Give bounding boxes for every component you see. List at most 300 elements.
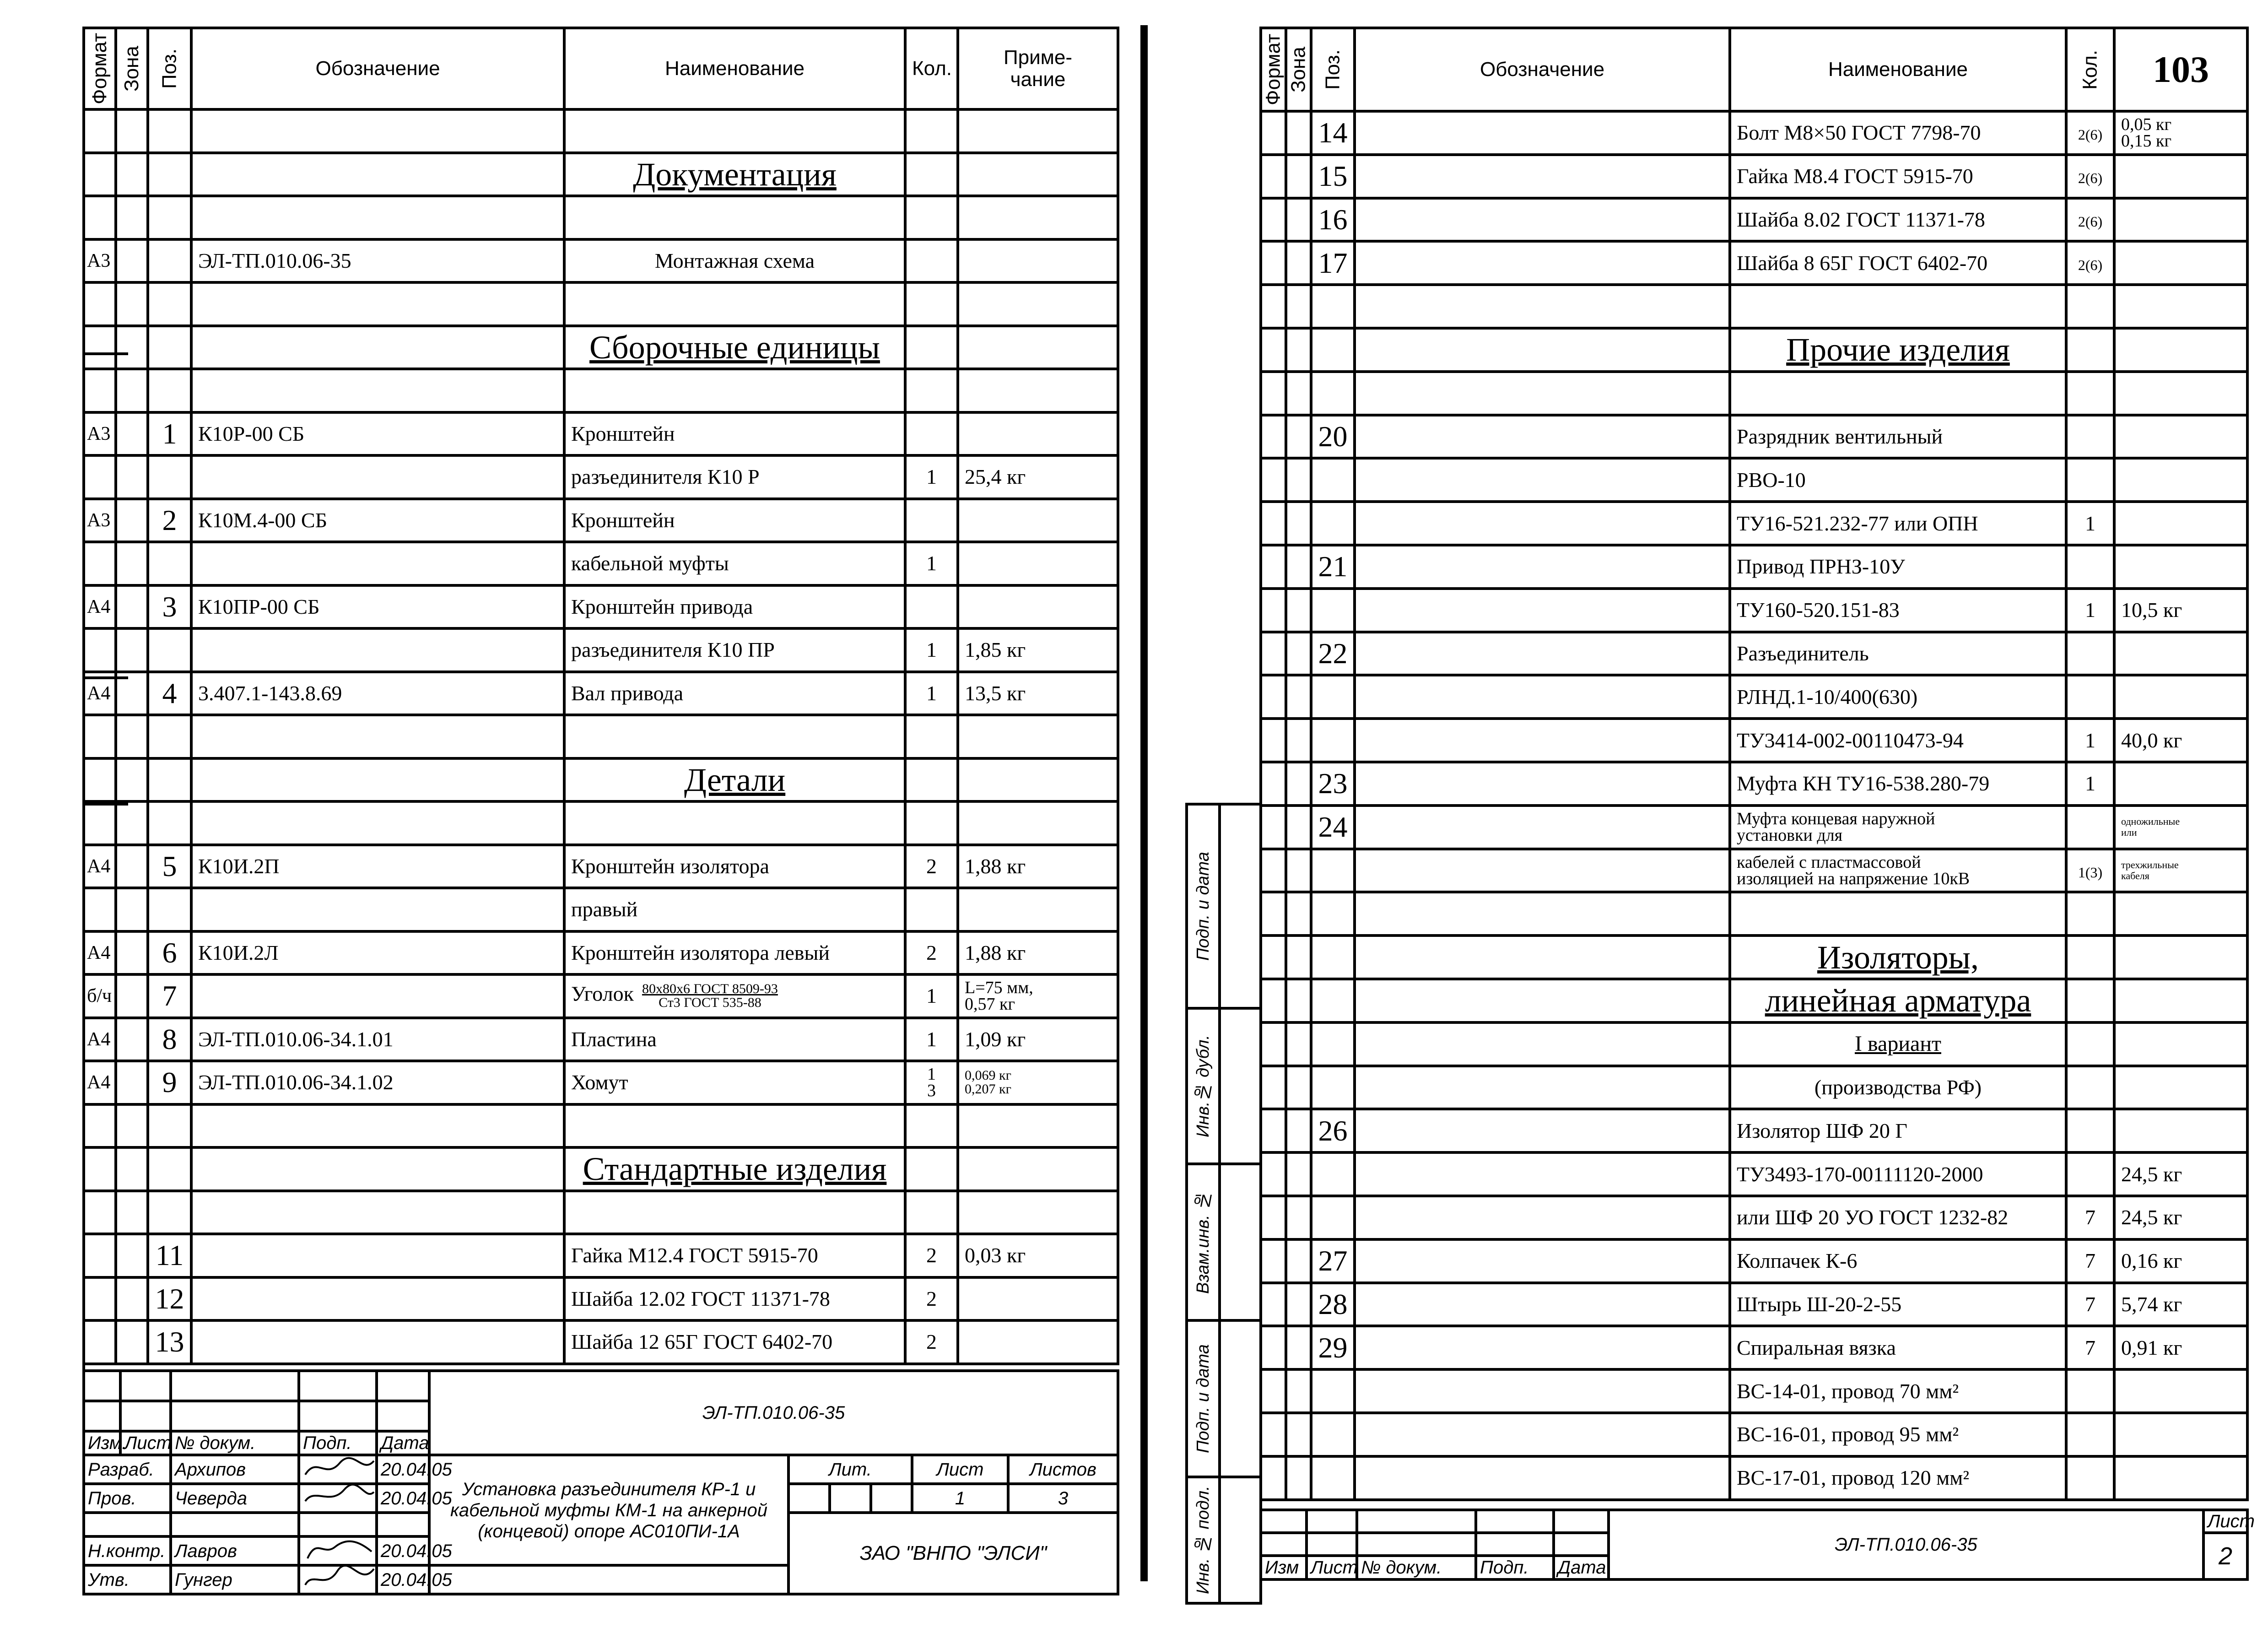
cell-qty [2066, 241, 2114, 285]
cell-format [84, 1234, 116, 1277]
h-doc: № докум. [1357, 1556, 1476, 1579]
name-approver: Гунгер [171, 1565, 299, 1594]
cell-qty [2066, 111, 2114, 155]
date-checker: 20.04.05 [377, 1484, 429, 1513]
cell-qty [2066, 545, 2114, 589]
note-text: 24,5 кг [2121, 1162, 2182, 1186]
role-checker: Пров. [84, 1484, 171, 1513]
cell-qty [905, 974, 958, 1018]
cell-qty [905, 499, 958, 542]
note-2: или [2121, 827, 2137, 838]
table-row [84, 499, 1118, 542]
table-row [84, 1191, 1118, 1234]
date-approver: 20.04.05 [377, 1565, 429, 1594]
table-row [1261, 1456, 2247, 1500]
cell-note [2114, 849, 2247, 892]
table-row [1261, 762, 2247, 806]
cell-name [564, 1104, 905, 1148]
cell-format: А4 [84, 1018, 116, 1061]
name-text: разъединителя К10 Р [571, 465, 760, 489]
table-row [1261, 632, 2247, 676]
cell-note [2114, 1196, 2247, 1239]
name-text: Кронштейн изолятора левый [571, 941, 830, 964]
cell-name [564, 196, 905, 239]
cell-qty [905, 412, 958, 456]
table-row [84, 239, 1118, 283]
cell-pos [148, 282, 191, 326]
cell-pos [148, 369, 191, 412]
col-name: Наименование [1730, 28, 2066, 111]
table-row [1261, 1413, 2247, 1456]
cell-designation [1355, 285, 1730, 328]
cell-qty [2066, 1456, 2114, 1500]
cell-name [1730, 1369, 2066, 1413]
cell-qty [2066, 372, 2114, 415]
table-row [1261, 415, 2247, 459]
cell-designation [1355, 1369, 1730, 1413]
cell-qty [905, 109, 958, 153]
cell-name [1730, 285, 2066, 328]
cell-qty [905, 1018, 958, 1061]
cell-designation [1355, 545, 1730, 589]
cell-note [2114, 1152, 2247, 1196]
name-text: РВО-10 [1737, 468, 1806, 492]
col-name: Наименование [564, 28, 905, 109]
cell-note [2114, 155, 2247, 198]
note-1: трехжильные [2121, 859, 2179, 871]
name-text: разъединителя К10 ПР [571, 638, 775, 662]
table-row [1261, 1369, 2247, 1413]
sheets-total: 3 [1008, 1484, 1118, 1513]
cell-qty [2066, 1239, 2114, 1283]
table-row [84, 412, 1118, 456]
note-2: 0,57 кг [965, 995, 1015, 1014]
sheet-divider [1140, 25, 1148, 1581]
cell-note [2114, 719, 2247, 762]
cell-qty [905, 542, 958, 585]
cell-pos: 1 [148, 412, 191, 456]
cell-note [2114, 1109, 2247, 1152]
cell-qty [905, 628, 958, 672]
name-text: Шайба 8 65Г ГОСТ 6402-70 [1737, 251, 1988, 275]
cell-note [958, 196, 1118, 239]
cell-note [958, 845, 1118, 888]
spec-table-2 [1259, 27, 2249, 1501]
cell-qty [2066, 1109, 2114, 1152]
document-code: ЭЛ-ТП.010.06-35 [1609, 1510, 2203, 1579]
cell-pos [1311, 719, 1355, 762]
cell-note [958, 931, 1118, 975]
cell-format [84, 628, 116, 672]
name-text: Кронштейн [571, 422, 675, 445]
cell-designation [1355, 1456, 1730, 1500]
cell-note [958, 1061, 1118, 1104]
cell-qty [2066, 1152, 2114, 1196]
name-text: Гайка М8.4 ГОСТ 5915-70 [1737, 164, 1973, 188]
table-row [84, 1320, 1118, 1364]
role-approver: Утв. [84, 1565, 171, 1594]
cell-designation [191, 1234, 564, 1277]
table-row [1261, 285, 2247, 328]
cell-pos: 27 [1311, 1239, 1355, 1283]
note-2: кабеля [2121, 870, 2149, 881]
table-row [1261, 241, 2247, 285]
cell-note [2114, 111, 2247, 155]
col-pos: Поз. [1311, 28, 1355, 111]
table-row [1261, 1239, 2247, 1283]
field-inv-orig: Инв. № подл. [1187, 1477, 1220, 1603]
qty-text: 1(3) [2078, 864, 2103, 881]
cell-name [564, 974, 905, 1018]
cell-pos [148, 1191, 191, 1234]
cell-pos [148, 542, 191, 585]
name-text: Шайба 12.02 ГОСТ 11371-78 [571, 1287, 830, 1310]
cell-pos: 22 [1311, 632, 1355, 676]
name-text: ВС-16-01, провод 95 мм² [1737, 1422, 1959, 1446]
cell-designation [191, 109, 564, 153]
date-norm-control: 20.04.05 [377, 1536, 429, 1565]
cell-name [564, 715, 905, 758]
h-izm: Изм. [84, 1431, 120, 1455]
cell-designation [1355, 198, 1730, 242]
note-text: 0,16 кг [2121, 1249, 2182, 1273]
cell-qty [2066, 762, 2114, 806]
role-norm-control: Н.контр. [84, 1536, 171, 1565]
table-row [84, 153, 1118, 196]
cell-note [2114, 1413, 2247, 1456]
cell-qty [905, 369, 958, 412]
cell-note [2114, 198, 2247, 242]
cell-designation [1355, 589, 1730, 632]
cell-designation [1355, 892, 1730, 935]
cell-qty [2066, 1196, 2114, 1239]
cell-name [564, 585, 905, 629]
name-text: ТУ160-520.151-83 [1737, 598, 1900, 622]
cell-name [1730, 849, 2066, 892]
qty-text: 1 [2085, 772, 2095, 795]
name-extra-1: 80х80х6 ГОСТ 8509-93 [642, 981, 778, 997]
cell-format: А4 [84, 1061, 116, 1104]
cell-designation [1355, 372, 1730, 415]
cell-pos [148, 455, 191, 499]
binding-tick [82, 803, 128, 806]
table-row [84, 974, 1118, 1018]
cell-pos: 24 [1311, 806, 1355, 849]
cell-pos [1311, 372, 1355, 415]
cell-designation [1355, 415, 1730, 459]
cell-note [958, 585, 1118, 629]
col-designation: Обозначение [1355, 28, 1730, 111]
qty-text: 1 [926, 638, 937, 662]
table-row [1261, 935, 2247, 979]
cell-designation [1355, 849, 1730, 892]
cell-format [84, 369, 116, 412]
cell-qty [2066, 589, 2114, 632]
table-row [84, 109, 1118, 153]
qty-text: 2 [926, 1244, 937, 1267]
cell-format [84, 109, 116, 153]
cell-format [84, 1277, 116, 1321]
name-line-2: установки для [1737, 826, 1843, 845]
cell-name [1730, 1413, 2066, 1456]
cell-note [2114, 415, 2247, 459]
table-row [1261, 458, 2247, 502]
list-number: 2 [2203, 1533, 2247, 1579]
qty-text: 1 [926, 984, 937, 1008]
cell-qty [2066, 458, 2114, 502]
cell-pos: 26 [1311, 1109, 1355, 1152]
cell-designation [1355, 762, 1730, 806]
table-row [84, 1147, 1118, 1191]
table-row [84, 1018, 1118, 1061]
table-row [1261, 198, 2247, 242]
section-title: линейная арматура [1730, 979, 2066, 1022]
cell-pos: 29 [1311, 1326, 1355, 1369]
qty-text: 2 [926, 1330, 937, 1354]
cell-name [564, 1191, 905, 1234]
name-text: Привод ПРНЗ-10У [1737, 555, 1905, 579]
cell-designation: К10М.4-00 СБ [191, 499, 564, 542]
cell-designation [1355, 632, 1730, 676]
cell-name [1730, 458, 2066, 502]
section-title: Детали [564, 758, 905, 802]
field-sign-date-2: Подп. и дата [1187, 1320, 1220, 1477]
cell-note [958, 715, 1118, 758]
cell-name [564, 672, 905, 715]
qty-text: 2 [926, 1287, 937, 1310]
cell-pos [1311, 589, 1355, 632]
cell-qty [2066, 1413, 2114, 1456]
cell-format [84, 282, 116, 326]
qty-text: 7 [2085, 1336, 2095, 1359]
name-extra-2: Ст3 ГОСТ 535-88 [659, 995, 761, 1011]
cell-name [564, 282, 905, 326]
cell-designation [191, 282, 564, 326]
qty-1: 1 [927, 1065, 936, 1084]
binding-tick [82, 676, 128, 679]
table-row [84, 845, 1118, 888]
table-row [1261, 502, 2247, 545]
cell-designation [191, 369, 564, 412]
cell-pos: 8 [148, 1018, 191, 1061]
cell-pos: 6 [148, 931, 191, 975]
cell-pos [148, 628, 191, 672]
name-text: Штырь Ш-20-2-55 [1737, 1292, 1902, 1316]
name-text: Уголок [571, 982, 634, 1006]
document-code: ЭЛ-ТП.010.06-35 [429, 1371, 1118, 1455]
cell-note [958, 499, 1118, 542]
cell-note [958, 974, 1118, 1018]
cell-name [1730, 762, 2066, 806]
centered-note: (производства РФ) [1730, 1066, 2066, 1109]
cell-pos: 12 [148, 1277, 191, 1321]
table-row [1261, 979, 2247, 1022]
cell-qty [905, 1234, 958, 1277]
name-line-2: изоляцией на напряжение 10кВ [1737, 869, 1970, 888]
cell-qty [905, 1061, 958, 1104]
cell-name [564, 109, 905, 153]
cell-name [1730, 502, 2066, 545]
cell-qty [905, 888, 958, 931]
qty-2: 3 [927, 1081, 936, 1101]
cell-note [958, 412, 1118, 456]
cell-note [958, 672, 1118, 715]
cell-qty [2066, 892, 2114, 935]
cell-name [1730, 1109, 2066, 1152]
note-text: 0,03 кг [965, 1244, 1026, 1267]
cell-pos: 5 [148, 845, 191, 888]
cell-name [1730, 1239, 2066, 1283]
qty-text: 2(6) [2078, 213, 2103, 230]
cell-qty [2066, 806, 2114, 849]
col-pos: Поз. [148, 28, 191, 109]
cell-note [2114, 1456, 2247, 1500]
cell-designation: К10ПР-00 СБ [191, 585, 564, 629]
cell-pos: 20 [1311, 415, 1355, 459]
name-text: Колпачек К-6 [1737, 1249, 1858, 1273]
title-block-1 [82, 1369, 1119, 1595]
table-row [84, 888, 1118, 931]
cell-designation: ЭЛ-ТП.010.06-34.1.01 [191, 1018, 564, 1061]
table-row [84, 801, 1118, 845]
qty-text: 2(6) [2078, 256, 2103, 273]
cell-qty [905, 931, 958, 975]
cell-designation: ЭЛ-ТП.010.06-35 [191, 239, 564, 283]
table-row [84, 326, 1118, 369]
note-text: 40,0 кг [2121, 728, 2182, 752]
cell-name [1730, 198, 2066, 242]
note-2: 0,207 кг [965, 1081, 1011, 1097]
cell-qty [2066, 675, 2114, 719]
cell-note [2114, 241, 2247, 285]
cell-note [958, 282, 1118, 326]
cell-pos: 13 [148, 1320, 191, 1364]
table-row [84, 758, 1118, 802]
cell-designation [1355, 675, 1730, 719]
cell-qty [905, 455, 958, 499]
note-text: 1,88 кг [965, 854, 1026, 878]
cell-pos [148, 1104, 191, 1148]
cell-name [1730, 1283, 2066, 1326]
qty-text: 2(6) [2078, 170, 2103, 187]
cell-pos: 23 [1311, 762, 1355, 806]
cell-designation [191, 1277, 564, 1321]
cell-pos [1311, 675, 1355, 719]
table-row [84, 628, 1118, 672]
cell-pos [148, 888, 191, 931]
cell-designation: 3.407.1-143.8.69 [191, 672, 564, 715]
note-text: 24,5 кг [2121, 1206, 2182, 1229]
cell-pos: 16 [1311, 198, 1355, 242]
signature-3-icon [299, 1536, 377, 1565]
cell-name [1730, 1326, 2066, 1369]
cell-note [2114, 372, 2247, 415]
cell-name [1730, 589, 2066, 632]
name-text: Кронштейн [571, 508, 675, 532]
cell-name [564, 499, 905, 542]
cell-qty [905, 239, 958, 283]
col-qty: Кол. [2066, 28, 2114, 111]
date-developer: 20.04.05 [377, 1455, 429, 1484]
h-sign: Подп. [1476, 1556, 1554, 1579]
table-row [1261, 155, 2247, 198]
cell-pos: 17 [1311, 241, 1355, 285]
name-text: Шайба 8.02 ГОСТ 11371-78 [1737, 207, 1985, 231]
cell-pos: 3 [148, 585, 191, 629]
cell-name [1730, 1456, 2066, 1500]
cell-pos [148, 109, 191, 153]
name-extra [642, 982, 778, 1010]
table-row [84, 282, 1118, 326]
cell-qty [2066, 719, 2114, 762]
binding-tick [82, 352, 128, 355]
table-row [84, 1061, 1118, 1104]
qty-text: 1 [926, 465, 937, 489]
table-row [1261, 111, 2247, 155]
col-qty: Кол. [905, 28, 958, 109]
cell-format: А4 [84, 931, 116, 975]
cell-designation [1355, 111, 1730, 155]
note-text: 0,91 кг [2121, 1336, 2182, 1359]
col-format: Формат [84, 28, 116, 109]
cell-name [1730, 632, 2066, 676]
subsection-title: I вариант [1730, 1022, 2066, 1066]
cell-name [564, 1277, 905, 1321]
qty-text: 2 [926, 941, 937, 964]
sheet-1 [82, 27, 1117, 1633]
section-title: Документация [564, 153, 905, 196]
cell-format [84, 196, 116, 239]
cell-note [958, 109, 1118, 153]
col-designation: Обозначение [191, 28, 564, 109]
cell-qty [905, 1191, 958, 1234]
cell-note [958, 455, 1118, 499]
table-row [1261, 372, 2247, 415]
name-text: Вал привода [571, 681, 684, 705]
cell-note [958, 542, 1118, 585]
name-line-1: Муфта концевая наружной [1737, 809, 1935, 829]
name-text: Разрядник вентильный [1737, 424, 1943, 448]
cell-note [2114, 1239, 2247, 1283]
table-row [84, 1104, 1118, 1148]
cell-format [84, 455, 116, 499]
cell-designation [191, 1104, 564, 1148]
table-row [1261, 545, 2247, 589]
name-text: кабельной муфты [571, 552, 729, 575]
cell-note [958, 1277, 1118, 1321]
cell-pos [1311, 1456, 1355, 1500]
cell-pos: 9 [148, 1061, 191, 1104]
note-text: 5,74 кг [2121, 1292, 2182, 1316]
table-row [1261, 892, 2247, 935]
h-list: Лист [120, 1431, 171, 1455]
table-row [84, 196, 1118, 239]
note-text: 1,09 кг [965, 1027, 1026, 1051]
cell-name [564, 1061, 905, 1104]
cell-designation [1355, 1283, 1730, 1326]
table-row [84, 369, 1118, 412]
cell-format [84, 888, 116, 931]
name-text: Гайка М12.4 ГОСТ 5915-70 [571, 1244, 818, 1267]
name-text: или ШФ 20 УО ГОСТ 1232-82 [1737, 1206, 2009, 1229]
table-row [1261, 1283, 2247, 1326]
qty-text: 7 [2085, 1249, 2095, 1273]
field-sign-date-1: Подп. и дата [1187, 804, 1220, 1008]
cell-qty [2066, 285, 2114, 328]
name-developer: Архипов [171, 1455, 299, 1484]
table-row [1261, 589, 2247, 632]
h-sheet: Лист [912, 1455, 1008, 1484]
